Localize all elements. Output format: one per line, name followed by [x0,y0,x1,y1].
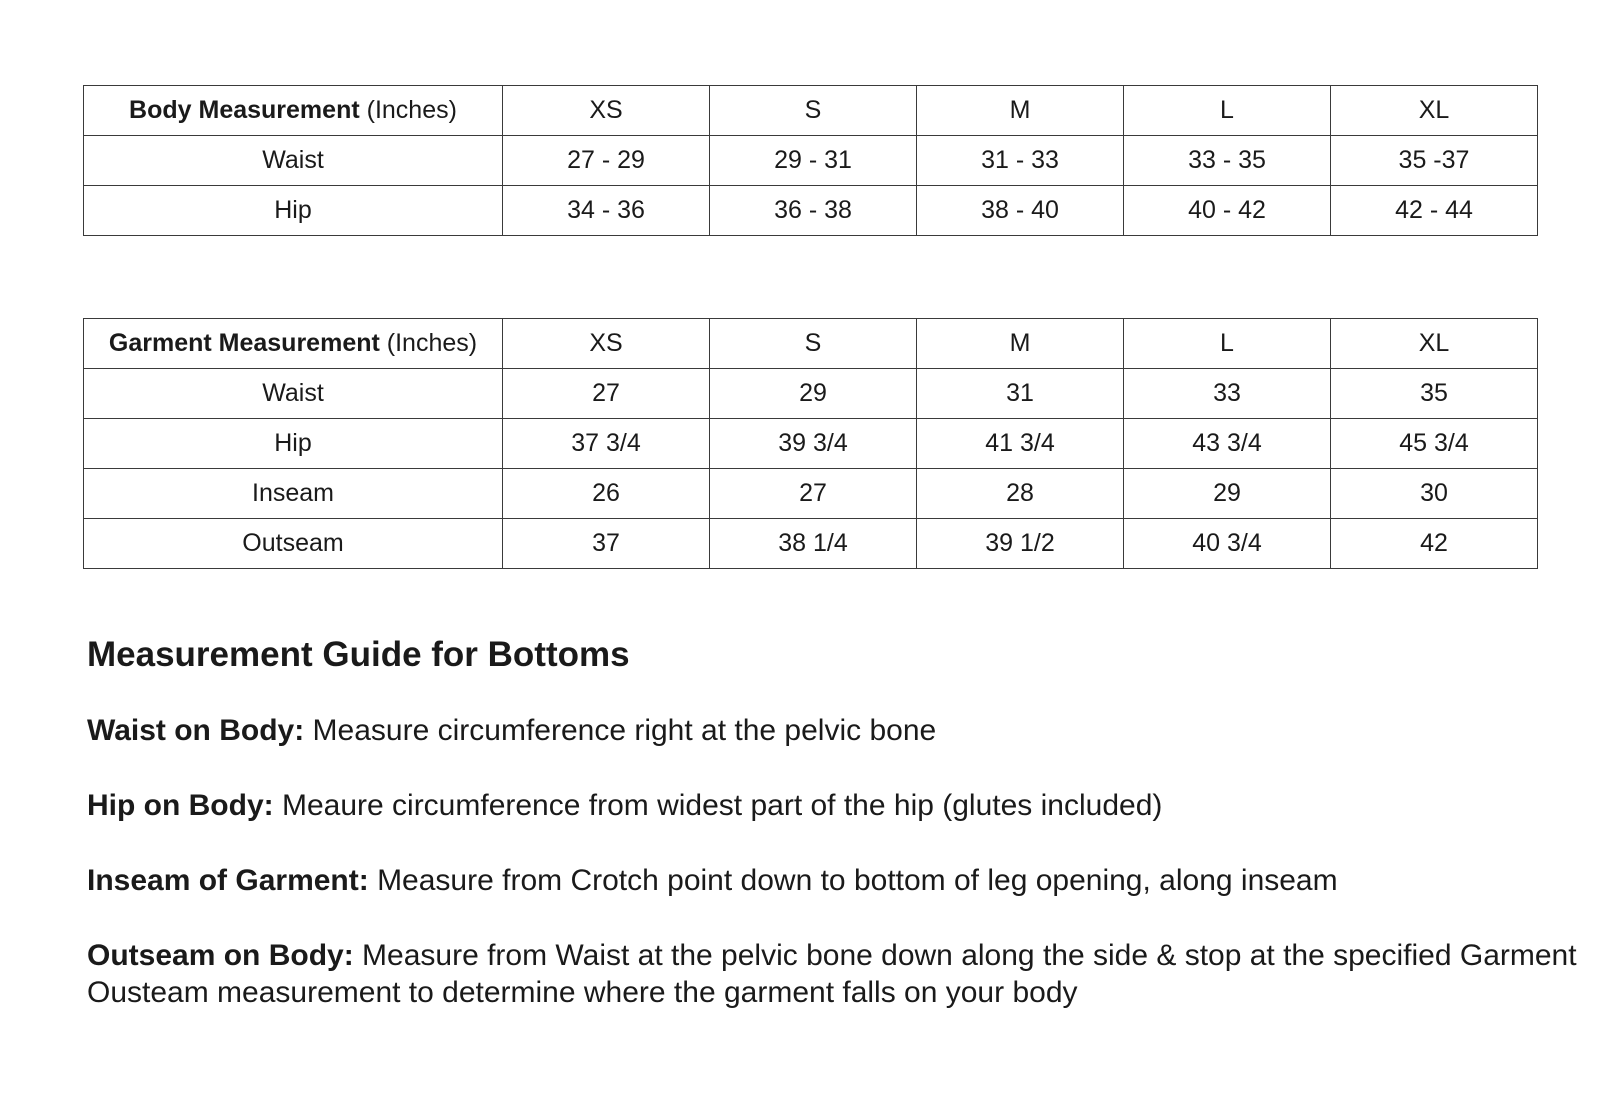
table-header-label [84,319,503,369]
table-header-label [84,86,503,136]
table-cell: 36 - 38 [710,186,917,236]
table-cell: 41 3/4 [917,419,1124,469]
row-label: Waist [84,369,503,419]
table-cell: 35 -37 [1331,136,1538,186]
row-label: Waist [84,136,503,186]
row-label: Hip [84,186,503,236]
table-cell: 42 [1331,519,1538,569]
table-cell: 33 - 35 [1124,136,1331,186]
table-row [84,136,1538,186]
size-header: S [710,319,917,369]
table-cell: 37 [503,519,710,569]
size-header: M [917,86,1124,136]
table-row [84,469,1538,519]
table-row [84,369,1538,419]
table-cell: 29 [710,369,917,419]
garment-measurement-table [83,318,1538,569]
guide-item-inseam [87,862,1587,899]
guide-term: Inseam of Garment: [87,864,369,897]
table-cell: 35 [1331,369,1538,419]
size-header: M [917,319,1124,369]
table-cell: 39 3/4 [710,419,917,469]
table-header-row [84,86,1538,136]
table-cell: 40 3/4 [1124,519,1331,569]
measurement-guide [87,634,1587,1049]
size-header: XL [1331,86,1538,136]
size-header: S [710,86,917,136]
table-cell: 29 [1124,469,1331,519]
size-header: XS [503,86,710,136]
table-header-title: Garment Measurement [108,329,380,357]
table-cell: 42 - 44 [1331,186,1538,236]
table-row [84,419,1538,469]
guide-term: Waist on Body: [87,714,305,747]
body-measurement-table [83,85,1538,236]
table-cell: 37 3/4 [503,419,710,469]
table-cell: 39 1/2 [917,519,1124,569]
table-cell: 29 - 31 [710,136,917,186]
guide-item-outseam [87,937,1587,1011]
table-row [84,519,1538,569]
table-cell: 30 [1331,469,1538,519]
table-cell: 38 - 40 [917,186,1124,236]
guide-term: Outseam on Body: [87,939,354,972]
size-header: L [1124,86,1331,136]
table-header-unit: (Inches) [359,96,457,124]
size-header: L [1124,319,1331,369]
table-cell: 34 - 36 [503,186,710,236]
table-cell: 38 1/4 [710,519,917,569]
guide-text: Measure from Waist at the pelvic bone down along the side & stop at the specified Garment Ousteam measurement to determine where the garment falls on your body [87,939,1577,1009]
table-cell: 40 - 42 [1124,186,1331,236]
table-row [84,186,1538,236]
table-cell: 27 - 29 [503,136,710,186]
guide-item-hip [87,787,1587,824]
table-cell: 33 [1124,369,1331,419]
table-cell: 43 3/4 [1124,419,1331,469]
table-header-unit: (Inches) [379,329,478,357]
row-label: Hip [84,419,503,469]
guide-item-waist [87,712,1587,749]
guide-text: Meaure circumference from widest part of the hip (glutes included) [273,789,1163,822]
guide-text: Measure from Crotch point down to bottom of leg opening, along inseam [368,864,1338,897]
row-label: Inseam [84,469,503,519]
table-cell: 31 - 33 [917,136,1124,186]
table-cell: 31 [917,369,1124,419]
guide-term: Hip on Body: [87,789,274,822]
size-header: XL [1331,319,1538,369]
table-cell: 27 [710,469,917,519]
table-header-row [84,319,1538,369]
row-label: Outseam [84,519,503,569]
guide-text: Measure circumference right at the pelvic bone [304,714,937,747]
guide-title: Measurement Guide for Bottoms [87,635,630,674]
table-cell: 28 [917,469,1124,519]
table-header-title: Body Measurement [129,96,360,124]
table-cell: 27 [503,369,710,419]
table-cell: 26 [503,469,710,519]
size-header: XS [503,319,710,369]
table-cell: 45 3/4 [1331,419,1538,469]
